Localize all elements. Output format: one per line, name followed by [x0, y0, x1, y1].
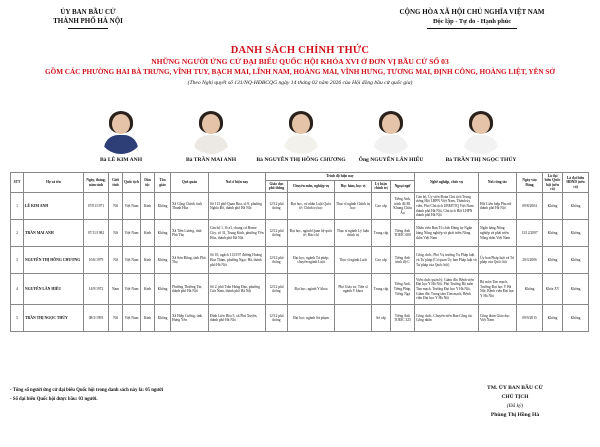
table-cell: Việt Nam — [123, 274, 141, 305]
signature-block — [440, 384, 590, 420]
area-title: GỒM CÁC PHƯỜNG HAI BÀ TRƯNG, VĨNH TUY, BẠCH MAI, LĨNH NAM, HOÀNG MAI, VĨNH HƯNG, TƯƠNG MAI, ĐỊNH CÔNG, HOÀNG LIỆT, YÊN SỞ — [45, 68, 555, 76]
candidate-photos — [0, 108, 600, 166]
table-row — [11, 220, 589, 247]
table-cell: 07/01/1971 — [84, 193, 109, 220]
table-cell: Kinh — [141, 193, 155, 220]
nation-name: CỘNG HÒA XÃ HỘI CHỦ NGHĨA VIỆT NAM — [399, 8, 545, 16]
table-cell: Ủy ban Pháp luật và Tư pháp của Quốc hội — [479, 247, 517, 274]
portrait-clothing — [464, 135, 498, 154]
table-cell: 12/12 phổ thông — [266, 305, 288, 332]
document-header — [0, 8, 600, 38]
candidate-card — [433, 108, 529, 164]
legal-basis: (Theo Nghị quyết số 131/NQ-HĐBCQG ngày 14 tháng 02 năm 2026 của Hội đồng bầu cử quốc gia) — [187, 80, 413, 86]
portrait-clothing — [284, 135, 318, 154]
candidate-caption: Bà LÊ KIM ANH — [99, 157, 143, 163]
table-cell: Hội Liên hiệp Phụ nữ thành phố Hà Nội — [479, 193, 517, 220]
table-cell: Kinh — [141, 305, 155, 332]
table-cell: Cán bộ, Ủy viên Đoàn Chủ tịch Trung ương Hội LHPN Việt Nam, Thành ủy viên, Phó Chủ tịch UBMTTQ Việt Nam thành phố Hà Nội, Chủ tịch Hội LHPN thành phố Hà Nội — [415, 193, 479, 220]
table-cell: Không — [543, 247, 563, 274]
org-name-line2: THÀNH PHỐ HÀ NỘI — [53, 17, 123, 25]
candidate-caption: Bà TRẦN MAI ANH — [185, 157, 237, 163]
candidate-caption: Bà NGUYỄN THỊ HỒNG CHƯƠNG — [256, 157, 346, 163]
table-cell: Tiếng Anh trình độ C — [391, 247, 415, 274]
table-cell: Đại học, cử nhân Luật Quốc tế; Chính trị học — [288, 193, 335, 220]
candidate-name-cell: NGUYỄN THỊ HỒNG CHƯƠNG — [24, 247, 84, 274]
table-row — [11, 193, 589, 220]
candidate-card — [343, 108, 439, 164]
portrait-face — [202, 114, 220, 134]
summary-notes — [10, 386, 163, 404]
table-cell: Cao cấp — [372, 193, 391, 220]
table-cell: Tiếng Anh TOEIC 600 — [391, 220, 415, 247]
table-cell: Đại học, ngành Y khoa — [288, 274, 335, 305]
table-cell: Không — [155, 247, 171, 274]
table-cell: Đại học, ngành Quan hệ quốc tế; Báo chí — [288, 220, 335, 247]
table-cell: Không — [155, 305, 171, 332]
column-header: Dân tộc — [141, 173, 155, 193]
table-cell: Tiếng Anh TOEIC 325 — [391, 305, 415, 332]
table-cell: 4 — [11, 274, 24, 305]
signing-org: TM. ỦY BAN BẦU CỬ — [487, 385, 543, 391]
table-cell: Số 10, ngách 113/197 đường Hoàng Hoa Thám, phường Ngọc Hà, thành phố Hà Nội — [209, 247, 266, 274]
national-heading — [362, 8, 582, 29]
document-titles — [0, 44, 600, 88]
candidate-caption: Bà TRẦN THỊ NGỌC THÚY — [445, 157, 517, 163]
column-header: Quê quán — [171, 173, 209, 193]
table-cell: Khóa XV — [543, 274, 563, 305]
column-header: Tôn giáo — [155, 173, 171, 193]
table-cell: 07/11/1982 — [84, 220, 109, 247]
candidate-portrait — [98, 108, 144, 154]
portrait-face — [112, 114, 130, 134]
table-cell: 09/9/2015 — [517, 305, 543, 332]
table-cell: Không — [543, 220, 563, 247]
portrait-clothing — [194, 135, 228, 154]
column-header: Nghề nghiệp, chức vụ — [415, 173, 479, 193]
table-cell: Nữ — [109, 220, 123, 247]
candidate-card — [73, 108, 169, 164]
column-header: Họ và tên — [24, 173, 84, 193]
nation-motto: Độc lập - Tự do - Hạnh phúc — [432, 18, 512, 25]
table-cell: Thạc sĩ ngành Luật — [335, 247, 372, 274]
table-cell: 08/3/1993 — [84, 305, 109, 332]
portrait-face — [292, 114, 310, 134]
candidate-portrait — [188, 108, 234, 154]
table-cell: Nữ — [109, 305, 123, 332]
column-header: Ngoại ngữ — [391, 180, 415, 193]
total-candidates-note: - Tổng số người ứng cử đại biểu Quốc hội trong danh sách này là: 05 người — [10, 388, 164, 393]
column-header: Là đại biểu Quốc hội (nếu có) — [543, 173, 563, 193]
table-row — [11, 247, 589, 274]
table-cell: 12/12 phổ thông — [266, 247, 288, 274]
table-cell: 12/12 phổ thông — [266, 274, 288, 305]
table-cell: Đại học, ngành Sư phạm — [288, 305, 335, 332]
candidate-name-cell: NGUYỄN LÂN HIẾU — [24, 274, 84, 305]
table-cell: Cao cấp — [372, 247, 391, 274]
table-cell: Việt Nam — [123, 247, 141, 274]
table-cell: Nam — [109, 274, 123, 305]
candidate-portrait — [458, 108, 504, 154]
table-cell: Việt Nam — [123, 193, 141, 220]
column-header: Quốc tịch — [123, 173, 141, 193]
column-header: Nơi ở hiện nay — [209, 173, 266, 193]
table-cell: Không — [155, 220, 171, 247]
column-header: Giáo dục phổ thông — [266, 180, 288, 193]
motto-underline — [427, 28, 517, 29]
table-cell: Không — [563, 220, 589, 247]
table-cell: Xã Tiền Lương, tỉnh Phú Thọ — [171, 220, 209, 247]
column-header: Lý luận chính trị — [372, 180, 391, 193]
seats-note: - Số đại biểu Quốc hội được bầu: 03 người. — [10, 397, 98, 402]
table-cell: Không — [517, 274, 543, 305]
subtitle: NHỮNG NGƯỜI ỨNG CỬ ĐẠI BIỂU QUỐC HỘI KHÓA XVI Ở ĐƠN VỊ BẦU CỬ SỐ 03 — [151, 57, 449, 66]
table-cell: 2 — [11, 220, 24, 247]
candidate-table — [10, 172, 589, 332]
column-header: STT — [11, 173, 24, 193]
table-cell: Kinh — [141, 247, 155, 274]
candidate-name-cell: TRẦN THỊ NGỌC THÚY — [24, 305, 84, 332]
table-cell: Công chức, Chuyên viên Ban Công tác Công nhân — [415, 305, 479, 332]
column-header: Chuyên môn, nghiệp vụ — [288, 180, 335, 193]
table-cell: Xã Cộng Chính, tỉnh Thanh Hóa — [171, 193, 209, 220]
table-cell: 3 — [11, 247, 24, 274]
table-cell: Tiếng Anh, Tiếng Pháp, Tiếng Nga — [391, 274, 415, 305]
header-group-cell: Trình độ hiện nay — [266, 173, 415, 181]
table-cell: Trung cấp — [372, 220, 391, 247]
table-cell: Xã Hiệp Cường, tỉnh Hưng Yên — [171, 305, 209, 332]
table-cell: Công chức, Phó Vụ trưởng Vụ Pháp luật và Tư pháp (Cơ quan Ủy ban Pháp luật và Tư pháp của Quốc hội) — [415, 247, 479, 274]
table-cell: 20/3/2006 — [517, 247, 543, 274]
org-name-line1: ỦY BAN BẦU CỬ — [60, 8, 116, 16]
column-header: Ngày vào Đảng — [517, 173, 543, 193]
table-cell: Công đoàn Giáo dục Việt Nam — [479, 305, 517, 332]
table-cell: Việt Nam — [123, 220, 141, 247]
portrait-face — [382, 114, 400, 134]
table-cell: Số 113 phố Quan Hoa, tổ 9, phường Nghĩa Đô, thành phố Hà Nội — [209, 193, 266, 220]
table-cell: Tiếng Anh, trình độ B1 Khung Châu Âu — [391, 193, 415, 220]
candidate-card — [163, 108, 259, 164]
table-cell: Viên chức quản lý; Giám đốc Bệnh viện Đại học Y Hà Nội, Phó Trưởng Bộ môn Tim mạch, Trường Đại học Y Hà Nội, Giám đốc Trung tâm Tim mạch, Bệnh viện Đại học Y Hà Nội — [415, 274, 479, 305]
column-header: Là đại biểu HĐND (nếu có) — [563, 173, 589, 193]
table-cell: Đại học, ngành Tư pháp; chuyên ngành Luật — [288, 247, 335, 274]
table-cell: Không — [563, 193, 589, 220]
table-cell: Phường Thường Tín, thành phố Hà Nội — [171, 274, 209, 305]
table-cell: 13/12/2007 — [517, 220, 543, 247]
table-cell: 09/8/2004 — [517, 193, 543, 220]
main-title: DANH SÁCH CHÍNH THỨC — [230, 45, 370, 56]
column-header: Học hàm, học vị — [335, 180, 372, 193]
candidate-card — [253, 108, 349, 164]
table-cell: 12/12 phổ thông — [266, 220, 288, 247]
table-cell: Bộ môn Tim mạch, Trường Đại học Y Hà Nội; Bệnh viện Đại học Y Hà Nội — [479, 274, 517, 305]
table-cell: Không — [563, 247, 589, 274]
table-cell: Số 2, phố Trần Hưng Đạo, phường Cửa Nam, thành phố Hà Nội — [209, 274, 266, 305]
table-cell: Thạc sĩ ngành Lý luận chính trị — [335, 220, 372, 247]
table-row — [11, 274, 589, 305]
table-cell: Trung cấp — [372, 274, 391, 305]
table-cell: 1 — [11, 193, 24, 220]
candidate-portrait — [368, 108, 414, 154]
candidate-caption: Ông NGUYỄN LÂN HIẾU — [358, 157, 424, 163]
table-cell: Không — [563, 274, 589, 305]
table-row — [11, 305, 589, 332]
table-cell: Phó Giáo sư, Tiến sĩ ngành Y khoa — [335, 274, 372, 305]
signed-mark: (Đã ký) — [506, 403, 524, 409]
column-header: Giới tính — [109, 173, 123, 193]
table-cell: Kinh — [141, 274, 155, 305]
table-cell — [335, 305, 372, 332]
table-cell: Không — [155, 193, 171, 220]
signing-role: CHỦ TỊCH — [501, 394, 529, 400]
signer-name: Phùng Thị Hồng Hà — [490, 412, 540, 418]
table-cell: Kinh — [141, 220, 155, 247]
table-cell: 12/12 phổ thông — [266, 193, 288, 220]
table-cell: 10/6/1979 — [84, 247, 109, 274]
candidate-name-cell: TRẦN MAI ANH — [24, 220, 84, 247]
table-cell: Sơ cấp — [372, 305, 391, 332]
table-cell: Xã Sơn Đồng, tỉnh Phú Thọ — [171, 247, 209, 274]
table-cell: Nữ — [109, 193, 123, 220]
candidate-name-cell: LÊ KIM ANH — [24, 193, 84, 220]
table-cell: Nữ — [109, 247, 123, 274]
column-header: Ngày, tháng, năm sinh — [84, 173, 109, 193]
table-cell: Không — [155, 274, 171, 305]
table-cell: Thạc sĩ ngành Chính trị học — [335, 193, 372, 220]
table-cell: Nhân viên Ban Tổ chức Đảng ủy Ngân hàng Nông nghiệp và phát triển Nông thôn Việt Nam — [415, 220, 479, 247]
table-cell: Đình Liên Hòa 5, xã Phú Xuyên, thành phố Hà Nội — [209, 305, 266, 332]
table-cell: Việt Nam — [123, 305, 141, 332]
header-row-group — [11, 173, 589, 181]
table-cell: Không — [543, 305, 563, 332]
portrait-clothing — [374, 135, 408, 154]
issuing-organization — [28, 8, 148, 29]
table-cell: 14/9/1972 — [84, 274, 109, 305]
table-cell: Ngân hàng Nông nghiệp và phát triển Nông thôn Việt Nam — [479, 220, 517, 247]
candidate-portrait — [278, 108, 324, 154]
portrait-clothing — [104, 135, 138, 154]
column-header: Nơi công tác — [479, 173, 517, 193]
table-cell: Không — [563, 305, 589, 332]
org-underline — [68, 28, 108, 29]
table-cell: Không — [543, 193, 563, 220]
portrait-face — [472, 114, 490, 134]
table-cell: Căn hộ 1, lô a3, chung cư Home City, số 31, Trung Kính, phường Yên Hòa, thành phố Hà Nội — [209, 220, 266, 247]
table-cell: 5 — [11, 305, 24, 332]
